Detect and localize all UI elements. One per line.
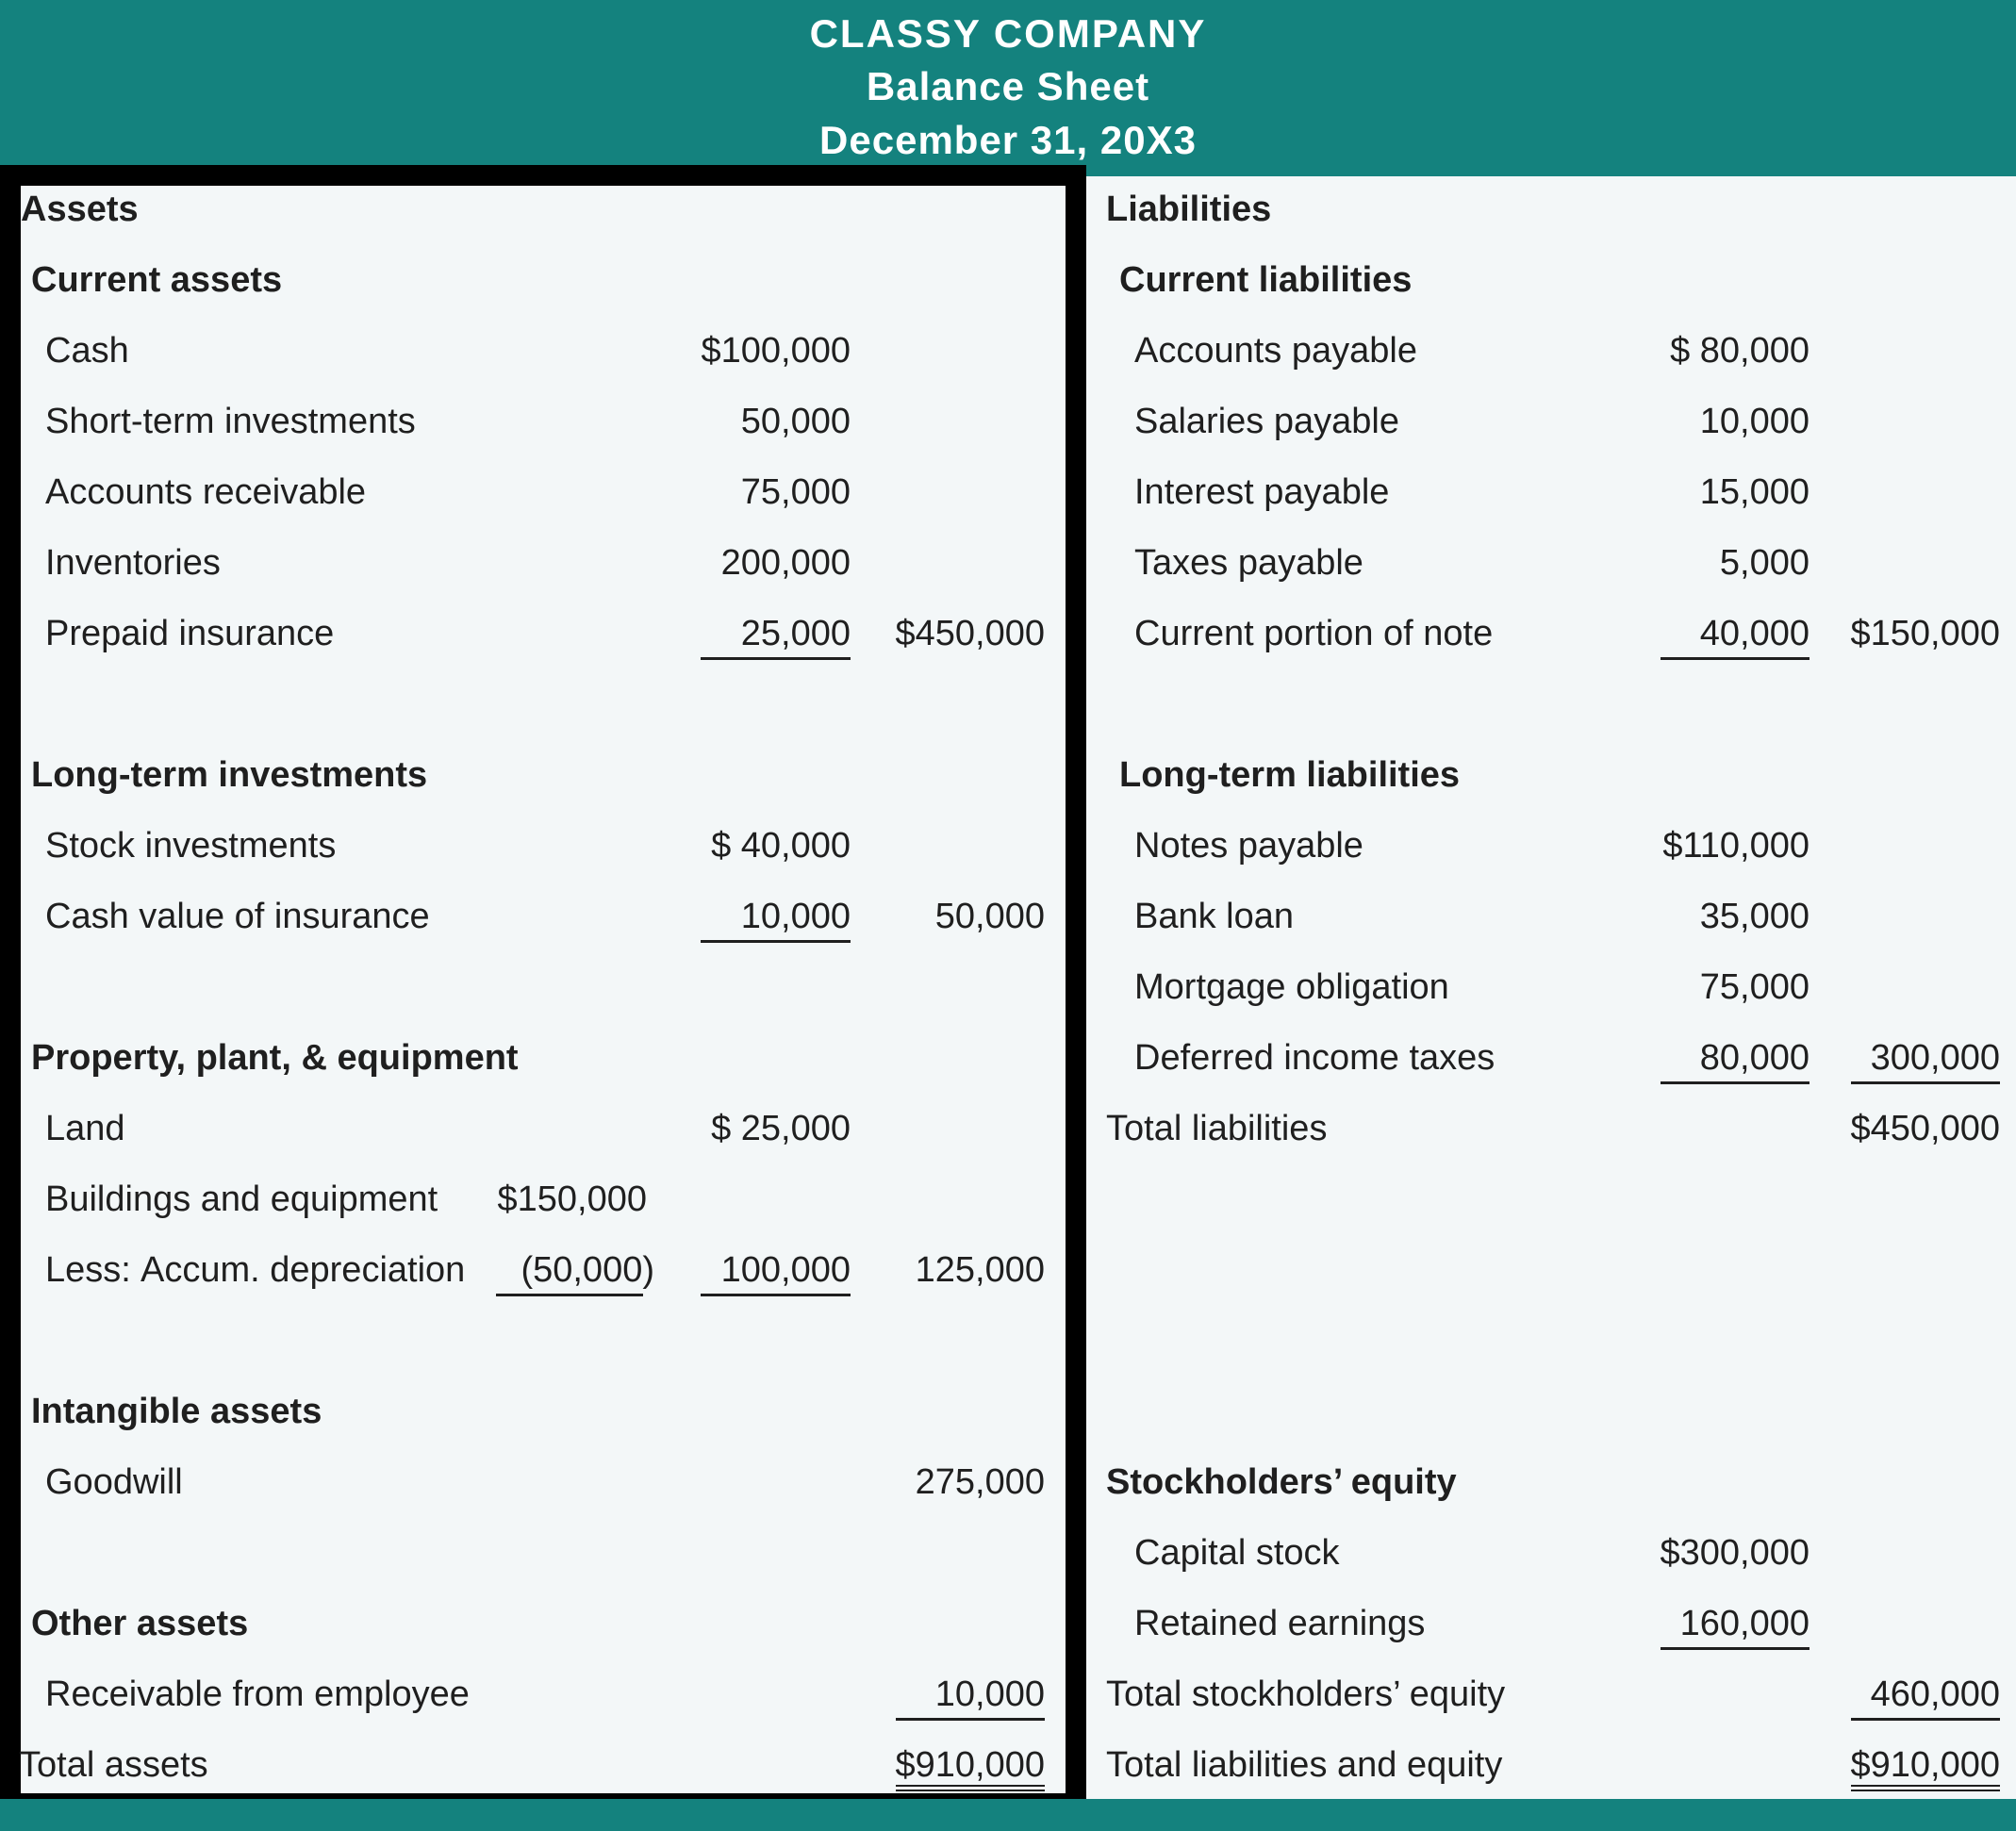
asset-amount-accumulated-depreciation: (50,000) <box>521 1250 654 1290</box>
liability-label-bank-loan: Bank loan <box>1134 897 1295 936</box>
double-underline <box>896 1790 1045 1791</box>
total-assets-label: Total assets <box>19 1745 208 1785</box>
ppe-heading: Property, plant, & equipment <box>31 1038 519 1078</box>
double-underline <box>1851 1785 2000 1787</box>
total-liabilities-label: Total liabilities <box>1106 1109 1328 1148</box>
current-liabilities-total: $150,000 <box>1850 614 2000 653</box>
long-term-investments-heading: Long-term investments <box>31 755 428 795</box>
intangible-assets-heading: Intangible assets <box>31 1392 322 1431</box>
stockholders-equity-heading: Stockholders’ equity <box>1106 1462 1457 1502</box>
asset-amount-receivable-from-employee: 10,000 <box>934 1674 1045 1714</box>
underline <box>1661 1081 1809 1084</box>
total-liabilities-amount: $450,000 <box>1850 1109 2000 1148</box>
liability-amount-interest-payable: 15,000 <box>1699 472 1809 512</box>
asset-label-receivable-from-employee: Receivable from employee <box>45 1674 470 1714</box>
asset-label-prepaid-insurance: Prepaid insurance <box>45 614 335 653</box>
liability-amount-accounts-payable: $ 80,000 <box>1670 331 1809 371</box>
liability-label-mortgage-obligation: Mortgage obligation <box>1134 967 1449 1007</box>
equity-label-capital-stock: Capital stock <box>1134 1533 1340 1573</box>
underline <box>1661 1647 1809 1650</box>
total-stockholders-equity-amount: 460,000 <box>1870 1674 2000 1714</box>
underline <box>701 940 851 943</box>
statement-title: Balance Sheet <box>866 64 1150 108</box>
asset-label-goodwill: Goodwill <box>45 1462 183 1502</box>
total-liabilities-and-equity-amount: $910,000 <box>1850 1745 2000 1785</box>
underline <box>701 1294 851 1296</box>
equity-amount-retained-earnings: 160,000 <box>1679 1604 1809 1643</box>
asset-amount-cash: $100,000 <box>701 331 851 371</box>
asset-amount-prepaid-insurance: 25,000 <box>740 614 851 653</box>
underline <box>1851 1081 2000 1084</box>
double-underline <box>896 1785 1045 1787</box>
liability-amount-mortgage-obligation: 75,000 <box>1699 967 1809 1007</box>
underline <box>896 1718 1045 1721</box>
asset-amount-short-term-investments: 50,000 <box>740 402 851 441</box>
asset-label-accumulated-depreciation: Accum. depreciation <box>140 1250 466 1290</box>
other-assets-heading: Other assets <box>31 1604 249 1643</box>
liabilities-heading: Liabilities <box>1106 190 1272 229</box>
asset-label-stock-investments: Stock investments <box>45 826 337 866</box>
current-liabilities-heading: Current liabilities <box>1119 260 1413 300</box>
long-term-liabilities-total: 300,000 <box>1870 1038 2000 1078</box>
current-assets-heading: Current assets <box>31 260 283 300</box>
equity-amount-capital-stock: $300,000 <box>1660 1533 1809 1573</box>
total-stockholders-equity-label: Total stockholders’ equity <box>1106 1674 1506 1714</box>
asset-label-inventories: Inventories <box>45 543 221 583</box>
asset-amount-accounts-receivable: 75,000 <box>740 472 851 512</box>
long-term-investments-total: 50,000 <box>934 897 1045 936</box>
ppe-total: 125,000 <box>915 1250 1045 1290</box>
asset-label-accounts-receivable: Accounts receivable <box>45 472 367 512</box>
statement-header <box>0 0 2016 176</box>
company-name: CLASSY COMPANY <box>809 11 1207 56</box>
asset-amount-goodwill: 275,000 <box>915 1462 1045 1502</box>
liability-label-accounts-payable: Accounts payable <box>1134 331 1417 371</box>
underline <box>496 1294 643 1296</box>
long-term-liabilities-heading: Long-term liabilities <box>1119 755 1461 795</box>
asset-label-land: Land <box>45 1109 125 1148</box>
asset-amount-buildings-and-equipment: $150,000 <box>497 1179 647 1219</box>
asset-amount-land: $ 25,000 <box>711 1109 851 1148</box>
buildings-net-amount: 100,000 <box>720 1250 851 1290</box>
liability-amount-notes-payable: $110,000 <box>1662 826 1809 866</box>
total-liabilities-and-equity-label: Total liabilities and equity <box>1106 1745 1503 1785</box>
liability-label-taxes-payable: Taxes payable <box>1134 543 1363 583</box>
liability-label-interest-payable: Interest payable <box>1134 472 1390 512</box>
current-assets-total: $450,000 <box>895 614 1045 653</box>
statement-date: December 31, 20X3 <box>819 118 1197 162</box>
liability-amount-taxes-payable: 5,000 <box>1719 543 1809 583</box>
asset-label-short-term-investments: Short-term investments <box>45 402 416 441</box>
liability-label-current-portion-of-note: Current portion of note <box>1134 614 1494 653</box>
asset-amount-cash-value-of-insurance: 10,000 <box>740 897 851 936</box>
liability-amount-bank-loan: 35,000 <box>1699 897 1809 936</box>
asset-label-cash-value-of-insurance: Cash value of insurance <box>45 897 430 936</box>
liability-amount-deferred-income-taxes: 80,000 <box>1699 1038 1809 1078</box>
assets-heading: Assets <box>21 190 139 229</box>
liability-amount-current-portion-of-note: 40,000 <box>1699 614 1809 653</box>
liability-label-salaries-payable: Salaries payable <box>1134 402 1399 441</box>
double-underline <box>1851 1790 2000 1791</box>
asset-amount-stock-investments: $ 40,000 <box>711 826 851 866</box>
underline <box>701 657 851 660</box>
equity-label-retained-earnings: Retained earnings <box>1134 1604 1426 1643</box>
liability-label-notes-payable: Notes payable <box>1134 826 1363 866</box>
less-label: Less: <box>45 1250 131 1290</box>
underline <box>1661 657 1809 660</box>
liability-amount-salaries-payable: 10,000 <box>1699 402 1809 441</box>
liability-label-deferred-income-taxes: Deferred income taxes <box>1134 1038 1495 1078</box>
asset-label-buildings-and-equipment: Buildings and equipment <box>45 1179 438 1219</box>
asset-label-cash: Cash <box>45 331 129 371</box>
underline <box>1851 1718 2000 1721</box>
asset-amount-inventories: 200,000 <box>720 543 851 583</box>
total-assets-amount: $910,000 <box>895 1745 1045 1785</box>
footer-band <box>0 1799 2016 1831</box>
